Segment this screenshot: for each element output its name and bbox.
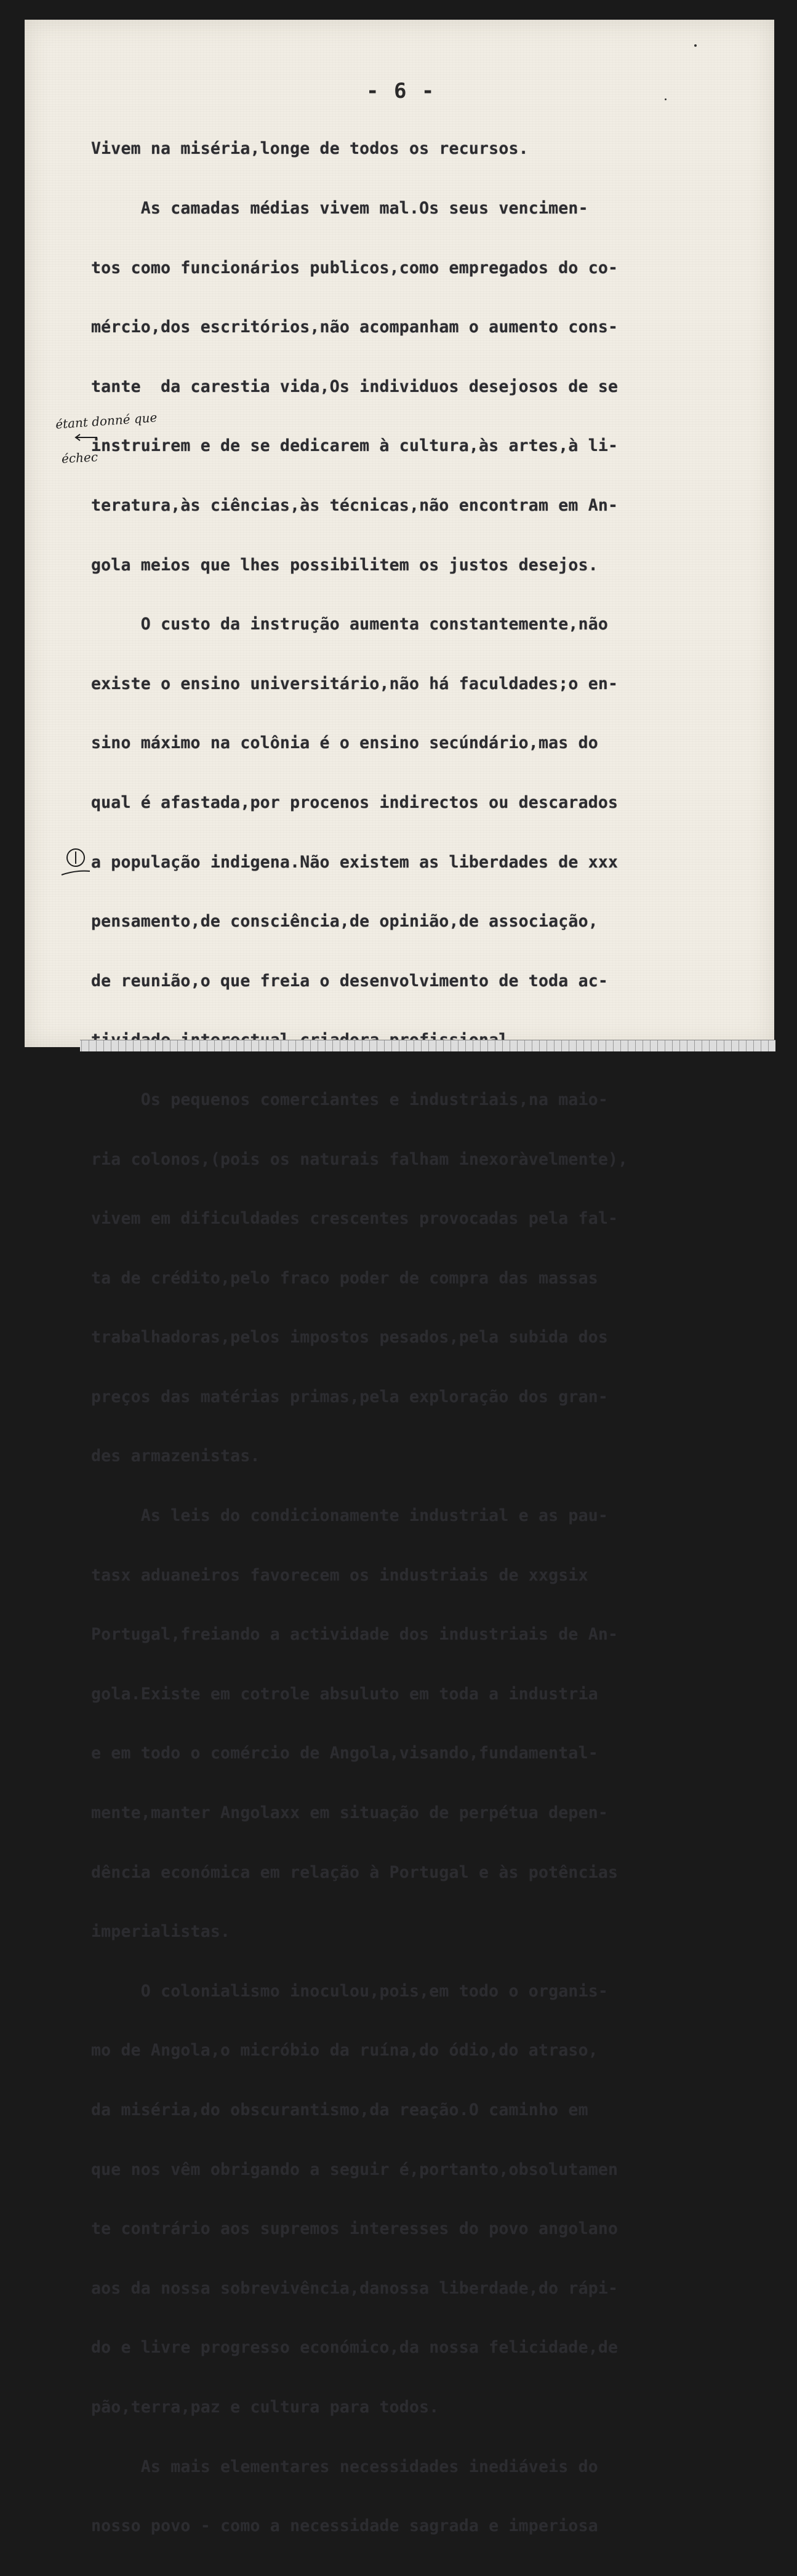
text-line: nosso povo - como a necessidade sagrada e imperiosa bbox=[91, 2516, 598, 2536]
text-line: O colonialismo inoculou,pois,em todo o organis- bbox=[91, 1981, 609, 2001]
text-line: que nos vêm obrigando a seguir é,portanto,obsolutamen bbox=[91, 2159, 619, 2179]
text-line: a população indigena.Não existem as liberdades de xxx bbox=[91, 852, 619, 872]
text-line: sino máximo na colônia é o ensino secúndário,mas do bbox=[91, 733, 598, 753]
page-number: - 6 - bbox=[366, 79, 436, 103]
arrow-icon bbox=[74, 433, 98, 442]
text-line: imperialistas. bbox=[91, 1922, 231, 1942]
typed-body bbox=[91, 100, 756, 2576]
text-line: gola.Existe em cotrole absuluto em toda a industria bbox=[91, 1684, 598, 1704]
text-line: tante da carestia vida,Os individuos desejosos de se bbox=[91, 377, 619, 396]
scale-bar bbox=[80, 1040, 775, 1051]
text-line: Portugal,freiando a actividade dos industriais de An- bbox=[91, 1625, 619, 1645]
text-line: vivem em dificuldades crescentes provocadas pela fal- bbox=[91, 1209, 619, 1229]
text-line: aos da nossa sobrevivência,danossa liberdade,do rápi- bbox=[91, 2278, 619, 2298]
text-line: mércio,dos escritórios,não acompanham o aumento cons- bbox=[91, 317, 619, 337]
text-line: e em todo o comércio de Angola,visando,fundamental- bbox=[91, 1744, 598, 1763]
text-line: des armazenistas. bbox=[91, 1446, 260, 1466]
text-line: ta de crédito,pelo fraco poder de compra das massas bbox=[91, 1268, 598, 1288]
text-line: pão,terra,paz e cultura para todos. bbox=[91, 2397, 439, 2417]
text-line: ria colonos,(pois os naturais falham inexoràvelmente), bbox=[91, 1149, 628, 1169]
text-line: tos como funcionários publicos,como empregados do co- bbox=[91, 258, 619, 277]
text-line: da miséria,do obscurantismo,da reação.O caminho em bbox=[91, 2100, 588, 2119]
text-line: pensamento,de consciência,de opinião,de associação, bbox=[91, 912, 598, 931]
speck bbox=[694, 44, 697, 47]
text-line: As leis do condicionamente industrial e as pau- bbox=[91, 1506, 609, 1526]
text-line: de reunião,o que freia o desenvolvimento de toda ac- bbox=[91, 971, 609, 991]
text-line: instruirem e de se dedicarem à cultura,às artes,à li- bbox=[91, 436, 619, 456]
circled-mark-icon bbox=[60, 844, 91, 881]
text-line: mo de Angola,o micróbio da ruína,do ódio,do atraso, bbox=[91, 2041, 598, 2060]
text-line: tasx aduaneiros favorecem os industriais de xxgsix bbox=[91, 1565, 588, 1585]
text-line: te contrário aos supremos interesses do povo angolano bbox=[91, 2219, 619, 2239]
text-line: gola meios que lhes possibilitem os justos desejos. bbox=[91, 555, 598, 575]
text-line: As mais elementares necessidades inediáveis do bbox=[91, 2457, 598, 2476]
text-line: trabalhadoras,pelos impostos pesados,pela subida dos bbox=[91, 1328, 609, 1347]
margin-note: étant donné que bbox=[55, 410, 158, 432]
text-line: Os pequenos comerciantes e industriais,na maio- bbox=[91, 1090, 609, 1109]
text-line: As camadas médias vivem mal.Os seus vencimen- bbox=[91, 199, 588, 218]
speck bbox=[665, 98, 667, 100]
text-line: mente,manter Angolaxx em situação de perpétua depen- bbox=[91, 1803, 609, 1823]
text-line: dência económica em relação à Portugal e às potências bbox=[91, 1862, 619, 1882]
text-line: qual é afastada,por procenos indirectos ou descarados bbox=[91, 792, 619, 812]
text-line: teratura,às ciências,às técnicas,não encontram em An- bbox=[91, 495, 619, 515]
margin-note: échec bbox=[61, 449, 98, 466]
text-line: O custo da instrução aumenta constantemente,não bbox=[91, 615, 609, 634]
text-line: Vivem na miséria,longe de todos os recursos. bbox=[91, 139, 529, 159]
text-line: preços das matérias primas,pela exploração dos gran- bbox=[91, 1387, 609, 1406]
document-page bbox=[25, 20, 774, 2536]
text-line: do e livre progresso económico,da nossa felicidade,de bbox=[91, 2338, 619, 2358]
text-line: existe o ensino universitário,não há faculdades;o en- bbox=[91, 674, 619, 693]
